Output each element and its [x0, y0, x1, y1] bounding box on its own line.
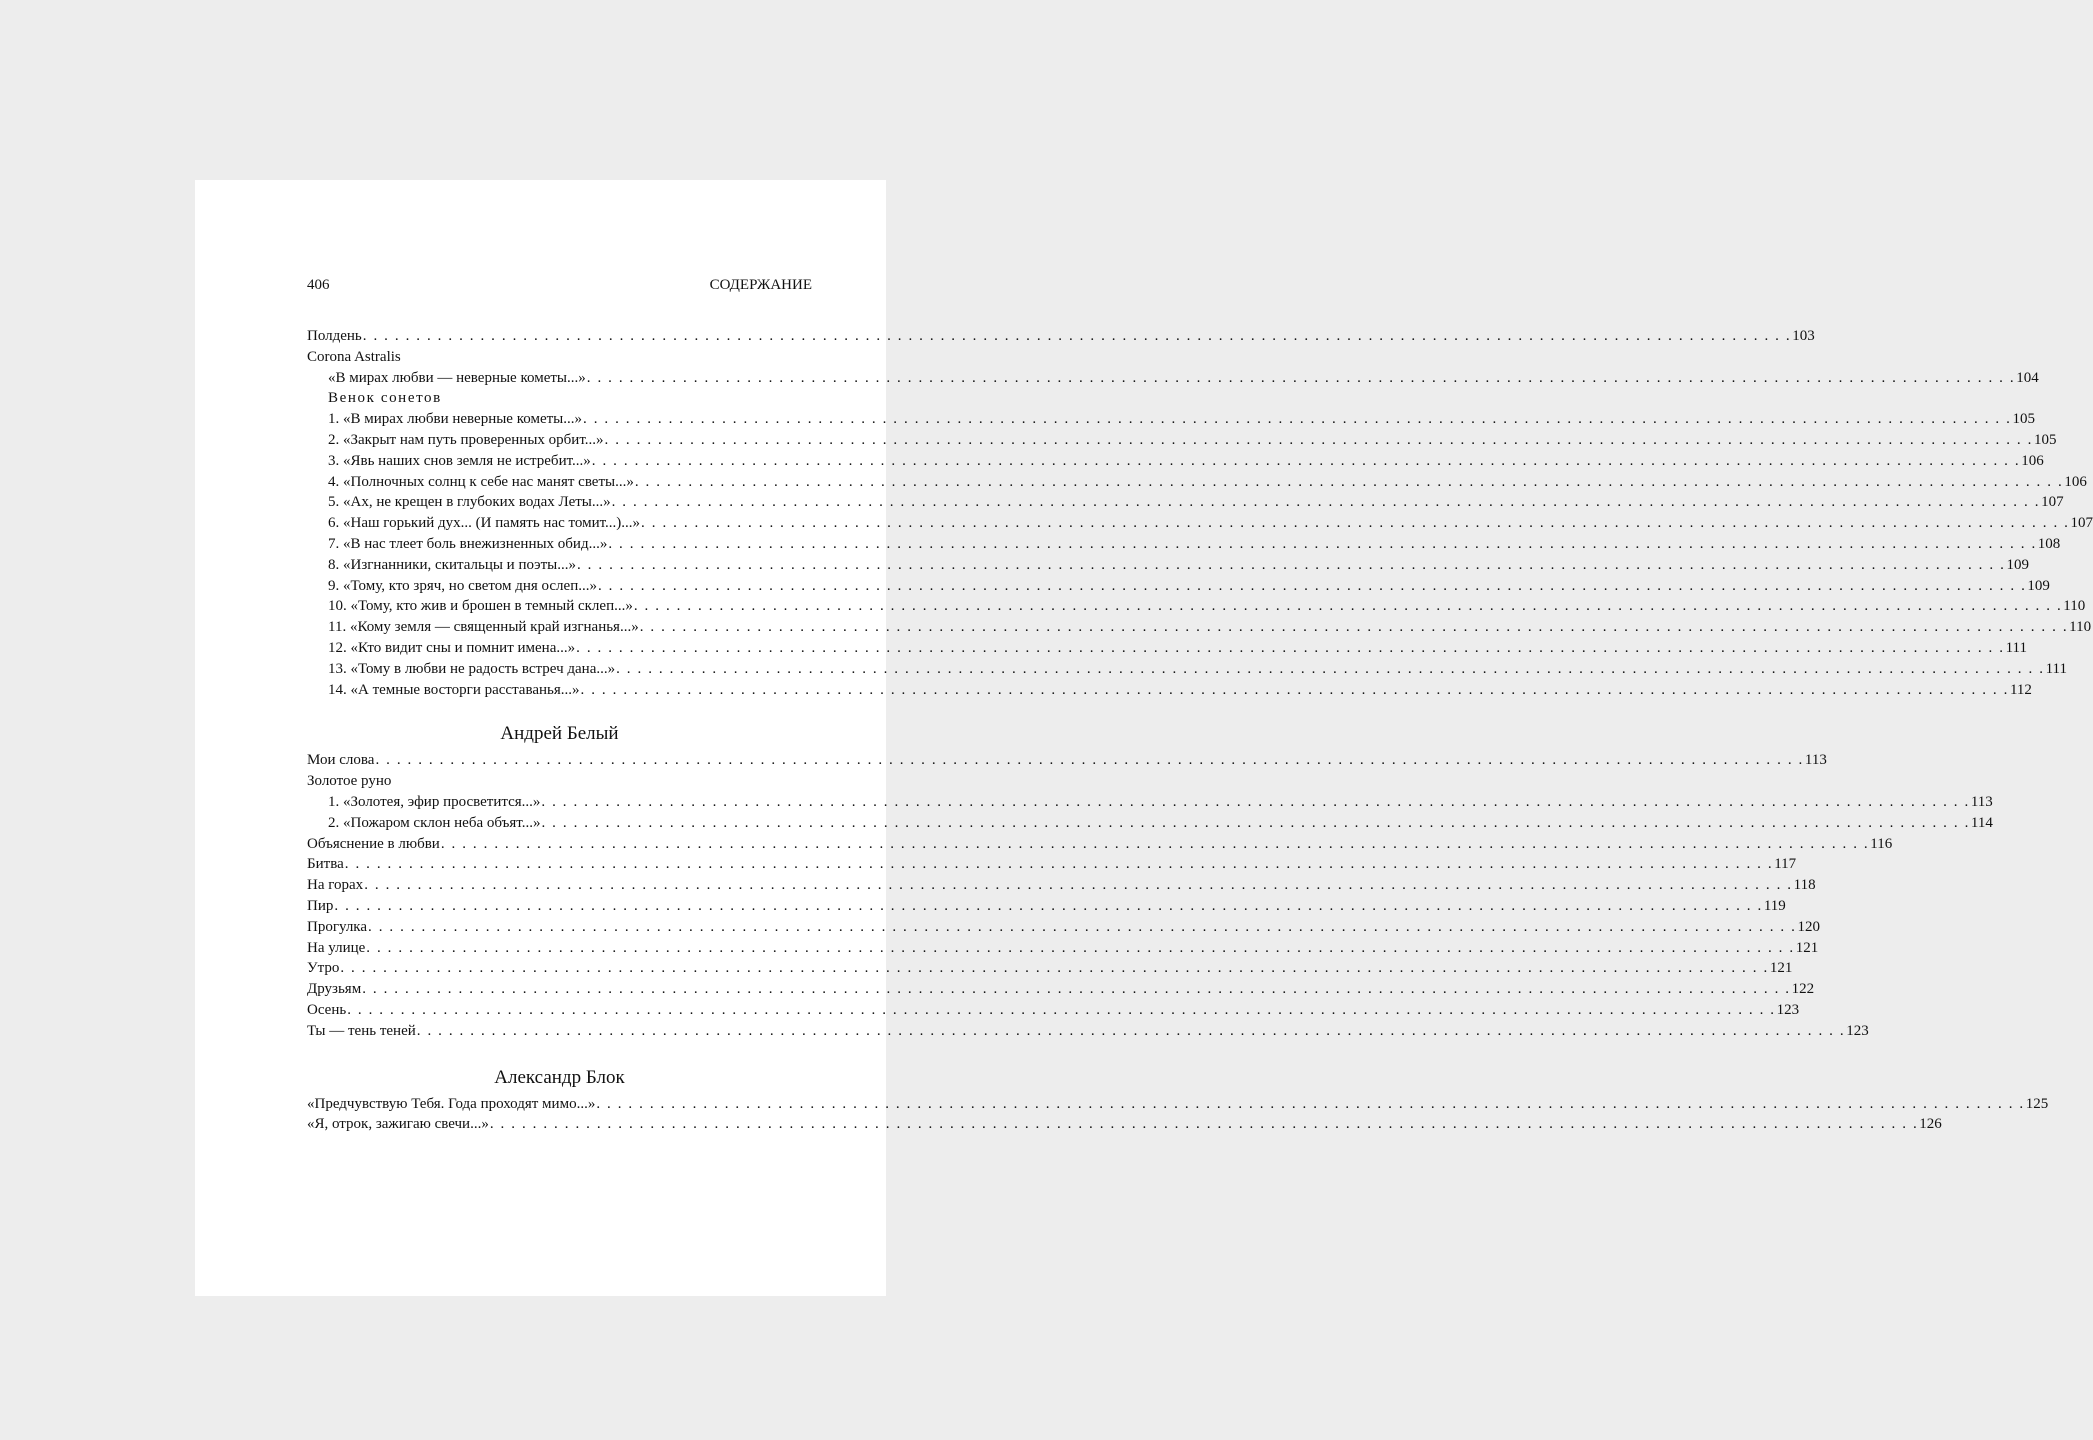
toc-entry — [307, 368, 2039, 389]
entry-page: 116 — [1870, 835, 1893, 852]
leader-dots: . . . . . . . . . . . . . . . . . . . . . . . . . . . . . . . . . . . . . . . . . . . . . . . . . . . . . . . . . . . . . . . . . . . . . . . . . . . . . . . . . . . . . . . . . . . . . . . . . . . . . . . . . . . . . . . . . . . . . . . . . . . . . . . . . . . . . . — [633, 598, 2063, 615]
page-number: 406 — [307, 277, 330, 293]
entry-page: 103 — [1792, 328, 1815, 344]
entry-page: 126 — [1919, 1116, 1942, 1133]
leader-dots: . . . . . . . . . . . . . . . . . . . . . . . . . . . . . . . . . . . . . . . . . . . . . . . . . . . . . . . . . . . . . . . . . . . . . . . . . . . . . . . . . . . . . . . . . . . . . . . . . . . . . . . . . . . . . . . . . . . . . . . . . . . . . . . . . . . . . . — [583, 411, 2012, 428]
entry-page: 106 — [2064, 473, 2087, 490]
toc-entry — [307, 813, 1993, 834]
entry-title: 5. «Ах, не крещен в глубоких водах Леты...» — [328, 494, 611, 511]
entry-page: 109 — [2006, 556, 2029, 573]
entry-title: «Предчувствую Тебя. Года проходят мимо...» — [307, 1095, 596, 1112]
entry-title: 8. «Изгнанники, скитальцы и поэты...» — [328, 556, 576, 573]
entry-page: 113 — [1970, 793, 1993, 810]
toc-entry — [307, 534, 2061, 555]
subcycle-title: Венок сонетов — [328, 390, 442, 407]
leader-dots: . . . . . . . . . . . . . . . . . . . . . . . . . . . . . . . . . . . . . . . . . . . . . . . . . . . . . . . . . . . . . . . . . . . . . . . . . . . . . . . . . . . . . . . . . . . . . . . . . . . . . . . . . . . . . . . . . . . . . . . . . . . . . . . . . . . . . . — [580, 681, 2009, 698]
entry-page: 113 — [1804, 752, 1827, 769]
leader-dots: . . . . . . . . . . . . . . . . . . . . . . . . . . . . . . . . . . . . . . . . . . . . . . . . . . . . . . . . . . . . . . . . . . . . . . . . . . . . . . . . . . . . . . . . . . . . . . . . . . . . . . . . . . . . . . . . . . . . . . . . . . . . . . . . . . . . . . — [362, 328, 1792, 344]
leader-dots: . . . . . . . . . . . . . . . . . . . . . . . . . . . . . . . . . . . . . . . . . . . . . . . . . . . . . . . . . . . . . . . . . . . . . . . . . . . . . . . . . . . . . . . . . . . . . . . . . . . . . . . . . . . . . . . . . . . . . . . . . . . . . . . . . . . . . . — [541, 814, 1970, 831]
leader-dots: . . . . . . . . . . . . . . . . . . . . . . . . . . . . . . . . . . . . . . . . . . . . . . . . . . . . . . . . . . . . . . . . . . . . . . . . . . . . . . . . . . . . . . . . . . . . . . . . . . . . . . . . . . . . . . . . . . . . . . . . . . . . . . . . . . . . . . — [586, 369, 2016, 386]
entry-page: 119 — [1763, 897, 1786, 914]
entry-title: Ты — тень теней — [307, 1022, 416, 1039]
running-head — [307, 276, 812, 294]
entry-title: Битва — [307, 856, 344, 873]
section-title: СОДЕРЖАНИЕ — [709, 277, 812, 293]
toc-entry — [307, 1114, 1942, 1135]
entry-title: 9. «Тому, кто зряч, но светом дня ослеп...» — [328, 577, 597, 594]
entry-title: Прогулка — [307, 918, 368, 935]
entry-title: «Я, отрок, зажигаю свечи...» — [307, 1116, 489, 1133]
table-of-contents — [307, 326, 2093, 1135]
entry-page: 104 — [2016, 369, 2039, 386]
leader-dots: . . . . . . . . . . . . . . . . . . . . . . . . . . . . . . . . . . . . . . . . . . . . . . . . . . . . . . . . . . . . . . . . . . . . . . . . . . . . . . . . . . . . . . . . . . . . . . . . . . . . . . . . . . . . . . . . . . . . . . . . . . . . . . . . . . . . . . — [641, 515, 2070, 532]
toc-entry — [307, 555, 2029, 576]
toc-entry — [307, 938, 1819, 959]
leader-dots: . . . . . . . . . . . . . . . . . . . . . . . . . . . . . . . . . . . . . . . . . . . . . . . . . . . . . . . . . . . . . . . . . . . . . . . . . . . . . . . . . . . . . . . . . . . . . . . . . . . . . . . . . . . . . . . . . . . . . . . . . . . . . . . . . . . . . . — [611, 494, 2041, 511]
entry-page: 121 — [1795, 939, 1819, 956]
entry-title: Пир — [307, 897, 334, 914]
entry-page: 120 — [1797, 918, 1820, 935]
entry-page: 109 — [2027, 577, 2050, 594]
author-heading: Андрей Белый — [500, 723, 619, 745]
entry-page: 106 — [2021, 452, 2044, 469]
cycle-title: Золотое руно — [307, 773, 392, 790]
entry-title: 2. «Закрыт нам путь проверенных орбит...» — [328, 431, 604, 448]
toc-entry — [307, 576, 2050, 597]
entry-title: Утро — [307, 960, 340, 977]
entry-title: 2. «Пожаром склон неба объят...» — [328, 814, 541, 831]
entry-page: 122 — [1791, 981, 1815, 998]
entry-page: 111 — [2005, 639, 2027, 656]
leader-dots: . . . . . . . . . . . . . . . . . . . . . . . . . . . . . . . . . . . . . . . . . . . . . . . . . . . . . . . . . . . . . . . . . . . . . . . . . . . . . . . . . . . . . . . . . . . . . . . . . . . . . . . . . . . . . . . . . . . . . . . . . . . . . . . . . . . . . . — [347, 1001, 1776, 1018]
leader-dots: . . . . . . . . . . . . . . . . . . . . . . . . . . . . . . . . . . . . . . . . . . . . . . . . . . . . . . . . . . . . . . . . . . . . . . . . . . . . . . . . . . . . . . . . . . . . . . . . . . . . . . . . . . . . . . . . . . . . . . . . . . . . . . . . . . . . . . — [604, 431, 2033, 448]
entry-title: 11. «Кому земля — священный край изгнанья...» — [328, 619, 639, 636]
entry-title: На горах — [307, 877, 364, 894]
toc-entry — [307, 1021, 1869, 1042]
entry-title: 13. «Тому в любви не радость встреч дана...» — [328, 660, 616, 677]
entry-page: 111 — [2045, 660, 2067, 677]
leader-dots: . . . . . . . . . . . . . . . . . . . . . . . . . . . . . . . . . . . . . . . . . . . . . . . . . . . . . . . . . . . . . . . . . . . . . . . . . . . . . . . . . . . . . . . . . . . . . . . . . . . . . . . . . . . . . . . . . . . . . . . . . . . . . . . . . . . . . . — [596, 1095, 2025, 1112]
entry-title: «В мирах любви — неверные кометы...» — [328, 369, 586, 386]
leader-dots: . . . . . . . . . . . . . . . . . . . . . . . . . . . . . . . . . . . . . . . . . . . . . . . . . . . . . . . . . . . . . . . . . . . . . . . . . . . . . . . . . . . . . . . . . . . . . . . . . . . . . . . . . . . . . . . . . . . . . . . . . . . . . . . . . . . . . . — [375, 752, 1804, 769]
leader-dots: . . . . . . . . . . . . . . . . . . . . . . . . . . . . . . . . . . . . . . . . . . . . . . . . . . . . . . . . . . . . . . . . . . . . . . . . . . . . . . . . . . . . . . . . . . . . . . . . . . . . . . . . . . . . . . . . . . . . . . . . . . . . . . . . . . . . . . — [639, 619, 2069, 636]
toc-entry — [307, 680, 2032, 701]
toc-entry — [307, 409, 2035, 430]
toc-entry — [307, 492, 2064, 513]
entry-title: 1. «Золотея, эфир просветится...» — [328, 793, 541, 810]
entry-title: 4. «Полночных солнц к себе нас манят светы...» — [328, 473, 634, 490]
leader-dots: . . . . . . . . . . . . . . . . . . . . . . . . . . . . . . . . . . . . . . . . . . . . . . . . . . . . . . . . . . . . . . . . . . . . . . . . . . . . . . . . . . . . . . . . . . . . . . . . . . . . . . . . . . . . . . . . . . . . . . . . . . . . . . . . . . . . . . — [634, 473, 2064, 490]
entry-title: На улице — [307, 939, 366, 956]
leader-dots: . . . . . . . . . . . . . . . . . . . . . . . . . . . . . . . . . . . . . . . . . . . . . . . . . . . . . . . . . . . . . . . . . . . . . . . . . . . . . . . . . . . . . . . . . . . . . . . . . . . . . . . . . . . . . . . . . . . . . . . . . . . . . . . . . . . . . . — [366, 939, 1795, 956]
entry-title: 6. «Наш горький дух... (И память нас томит...)...» — [328, 515, 641, 532]
leader-dots: . . . . . . . . . . . . . . . . . . . . . . . . . . . . . . . . . . . . . . . . . . . . . . . . . . . . . . . . . . . . . . . . . . . . . . . . . . . . . . . . . . . . . . . . . . . . . . . . . . . . . . . . . . . . . . . . . . . . . . . . . . . . . . . . . . . . . . — [608, 535, 2037, 552]
toc-entry — [307, 451, 2044, 472]
leader-dots: . . . . . . . . . . . . . . . . . . . . . . . . . . . . . . . . . . . . . . . . . . . . . . . . . . . . . . . . . . . . . . . . . . . . . . . . . . . . . . . . . . . . . . . . . . . . . . . . . . . . . . . . . . . . . . . . . . . . . . . . . . . . . . . . . . . . . . — [576, 639, 2005, 656]
entry-page: 118 — [1793, 877, 1816, 894]
leader-dots: . . . . . . . . . . . . . . . . . . . . . . . . . . . . . . . . . . . . . . . . . . . . . . . . . . . . . . . . . . . . . . . . . . . . . . . . . . . . . . . . . . . . . . . . . . . . . . . . . . . . . . . . . . . . . . . . . . . . . . . . . . . . . . . . . . . . . . — [362, 981, 1791, 998]
entry-title: Друзьям — [307, 981, 362, 998]
book-page — [195, 180, 2093, 1296]
leader-dots: . . . . . . . . . . . . . . . . . . . . . . . . . . . . . . . . . . . . . . . . . . . . . . . . . . . . . . . . . . . . . . . . . . . . . . . . . . . . . . . . . . . . . . . . . . . . . . . . . . . . . . . . . . . . . . . . . . . . . . . . . . . . . . . . . . . . . . — [416, 1022, 1846, 1039]
entry-title: Мои слова — [307, 752, 375, 769]
entry-title: Объяснение в любви — [307, 835, 440, 852]
leader-dots: . . . . . . . . . . . . . . . . . . . . . . . . . . . . . . . . . . . . . . . . . . . . . . . . . . . . . . . . . . . . . . . . . . . . . . . . . . . . . . . . . . . . . . . . . . . . . . . . . . . . . . . . . . . . . . . . . . . . . . . . . . . . . . . . . . . . . . — [368, 918, 1797, 935]
toc-entry — [307, 659, 2067, 680]
leader-dots: . . . . . . . . . . . . . . . . . . . . . . . . . . . . . . . . . . . . . . . . . . . . . . . . . . . . . . . . . . . . . . . . . . . . . . . . . . . . . . . . . . . . . . . . . . . . . . . . . . . . . . . . . . . . . . . . . . . . . . . . . . . . . . . . . . . . . . — [440, 835, 1870, 852]
toc-entry — [307, 875, 1816, 896]
toc-entry — [307, 854, 1797, 875]
toc-entry — [307, 430, 2057, 451]
entry-page: 112 — [2009, 681, 2032, 698]
leader-dots: . . . . . . . . . . . . . . . . . . . . . . . . . . . . . . . . . . . . . . . . . . . . . . . . . . . . . . . . . . . . . . . . . . . . . . . . . . . . . . . . . . . . . . . . . . . . . . . . . . . . . . . . . . . . . . . . . . . . . . . . . . . . . . . . . . . . . . — [591, 452, 2021, 469]
toc-entry — [307, 638, 2027, 659]
toc-entry — [307, 958, 1793, 979]
entry-title: 7. «В нас тлеет боль внежизненных обид...» — [328, 535, 608, 552]
entry-title: 3. «Явь наших снов земля не истребит...» — [328, 452, 591, 469]
entry-page: 117 — [1774, 856, 1797, 873]
leader-dots: . . . . . . . . . . . . . . . . . . . . . . . . . . . . . . . . . . . . . . . . . . . . . . . . . . . . . . . . . . . . . . . . . . . . . . . . . . . . . . . . . . . . . . . . . . . . . . . . . . . . . . . . . . . . . . . . . . . . . . . . . . . . . . . . . . . . . . — [597, 577, 2027, 594]
cycle-title: Corona Astralis — [307, 348, 401, 365]
author-heading: Александр Блок — [494, 1066, 625, 1088]
entry-page: 125 — [2025, 1095, 2049, 1112]
entry-page: 114 — [1970, 814, 1993, 831]
entry-page: 121 — [1769, 960, 1793, 977]
toc-entry — [307, 979, 1815, 1000]
toc-entry — [307, 750, 1827, 771]
toc-entry — [307, 513, 2093, 534]
toc-entry — [307, 896, 1786, 917]
leader-dots: . . . . . . . . . . . . . . . . . . . . . . . . . . . . . . . . . . . . . . . . . . . . . . . . . . . . . . . . . . . . . . . . . . . . . . . . . . . . . . . . . . . . . . . . . . . . . . . . . . . . . . . . . . . . . . . . . . . . . . . . . . . . . . . . . . . . . . — [489, 1116, 1919, 1133]
toc-entry — [307, 326, 1815, 347]
entry-page: 107 — [2070, 515, 2093, 532]
entry-page: 105 — [2012, 411, 2035, 428]
entry-title: 1. «В мирах любви неверные кометы...» — [328, 411, 582, 428]
toc-entry — [307, 472, 2087, 493]
leader-dots: . . . . . . . . . . . . . . . . . . . . . . . . . . . . . . . . . . . . . . . . . . . . . . . . . . . . . . . . . . . . . . . . . . . . . . . . . . . . . . . . . . . . . . . . . . . . . . . . . . . . . . . . . . . . . . . . . . . . . . . . . . . . . . . . . . . . . . — [541, 793, 1970, 810]
entry-title: Полдень — [307, 328, 362, 344]
entry-page: 110 — [2069, 619, 2092, 636]
toc-entry — [307, 617, 2092, 638]
leader-dots: . . . . . . . . . . . . . . . . . . . . . . . . . . . . . . . . . . . . . . . . . . . . . . . . . . . . . . . . . . . . . . . . . . . . . . . . . . . . . . . . . . . . . . . . . . . . . . . . . . . . . . . . . . . . . . . . . . . . . . . . . . . . . . . . . . . . . . — [334, 897, 1763, 914]
entry-page: 108 — [2037, 535, 2061, 552]
entry-page: 123 — [1846, 1022, 1869, 1039]
leader-dots: . . . . . . . . . . . . . . . . . . . . . . . . . . . . . . . . . . . . . . . . . . . . . . . . . . . . . . . . . . . . . . . . . . . . . . . . . . . . . . . . . . . . . . . . . . . . . . . . . . . . . . . . . . . . . . . . . . . . . . . . . . . . . . . . . . . . . . — [364, 877, 1793, 894]
leader-dots: . . . . . . . . . . . . . . . . . . . . . . . . . . . . . . . . . . . . . . . . . . . . . . . . . . . . . . . . . . . . . . . . . . . . . . . . . . . . . . . . . . . . . . . . . . . . . . . . . . . . . . . . . . . . . . . . . . . . . . . . . . . . . . . . . . . . . . — [616, 660, 2045, 677]
toc-entry — [307, 596, 2086, 617]
leader-dots: . . . . . . . . . . . . . . . . . . . . . . . . . . . . . . . . . . . . . . . . . . . . . . . . . . . . . . . . . . . . . . . . . . . . . . . . . . . . . . . . . . . . . . . . . . . . . . . . . . . . . . . . . . . . . . . . . . . . . . . . . . . . . . . . . . . . . . — [344, 856, 1774, 873]
leader-dots: . . . . . . . . . . . . . . . . . . . . . . . . . . . . . . . . . . . . . . . . . . . . . . . . . . . . . . . . . . . . . . . . . . . . . . . . . . . . . . . . . . . . . . . . . . . . . . . . . . . . . . . . . . . . . . . . . . . . . . . . . . . . . . . . . . . . . . — [576, 556, 2006, 573]
toc-entry — [307, 1094, 2049, 1115]
toc-entry — [307, 917, 1820, 938]
toc-entry — [307, 1000, 1800, 1021]
toc-entry — [307, 792, 1993, 813]
entry-page: 107 — [2041, 494, 2064, 511]
entry-page: 123 — [1776, 1001, 1800, 1018]
leader-dots: . . . . . . . . . . . . . . . . . . . . . . . . . . . . . . . . . . . . . . . . . . . . . . . . . . . . . . . . . . . . . . . . . . . . . . . . . . . . . . . . . . . . . . . . . . . . . . . . . . . . . . . . . . . . . . . . . . . . . . . . . . . . . . . . . . . . . . — [340, 960, 1769, 977]
entry-title: 14. «А темные восторги расставанья...» — [328, 681, 580, 698]
toc-entry — [307, 834, 1893, 855]
entry-page: 105 — [2033, 431, 2057, 448]
entry-title: Осень — [307, 1001, 347, 1018]
entry-title: 12. «Кто видит сны и помнит имена...» — [328, 639, 576, 656]
entry-title: 10. «Тому, кто жив и брошен в темный склеп...» — [328, 598, 633, 615]
entry-page: 110 — [2063, 598, 2086, 615]
